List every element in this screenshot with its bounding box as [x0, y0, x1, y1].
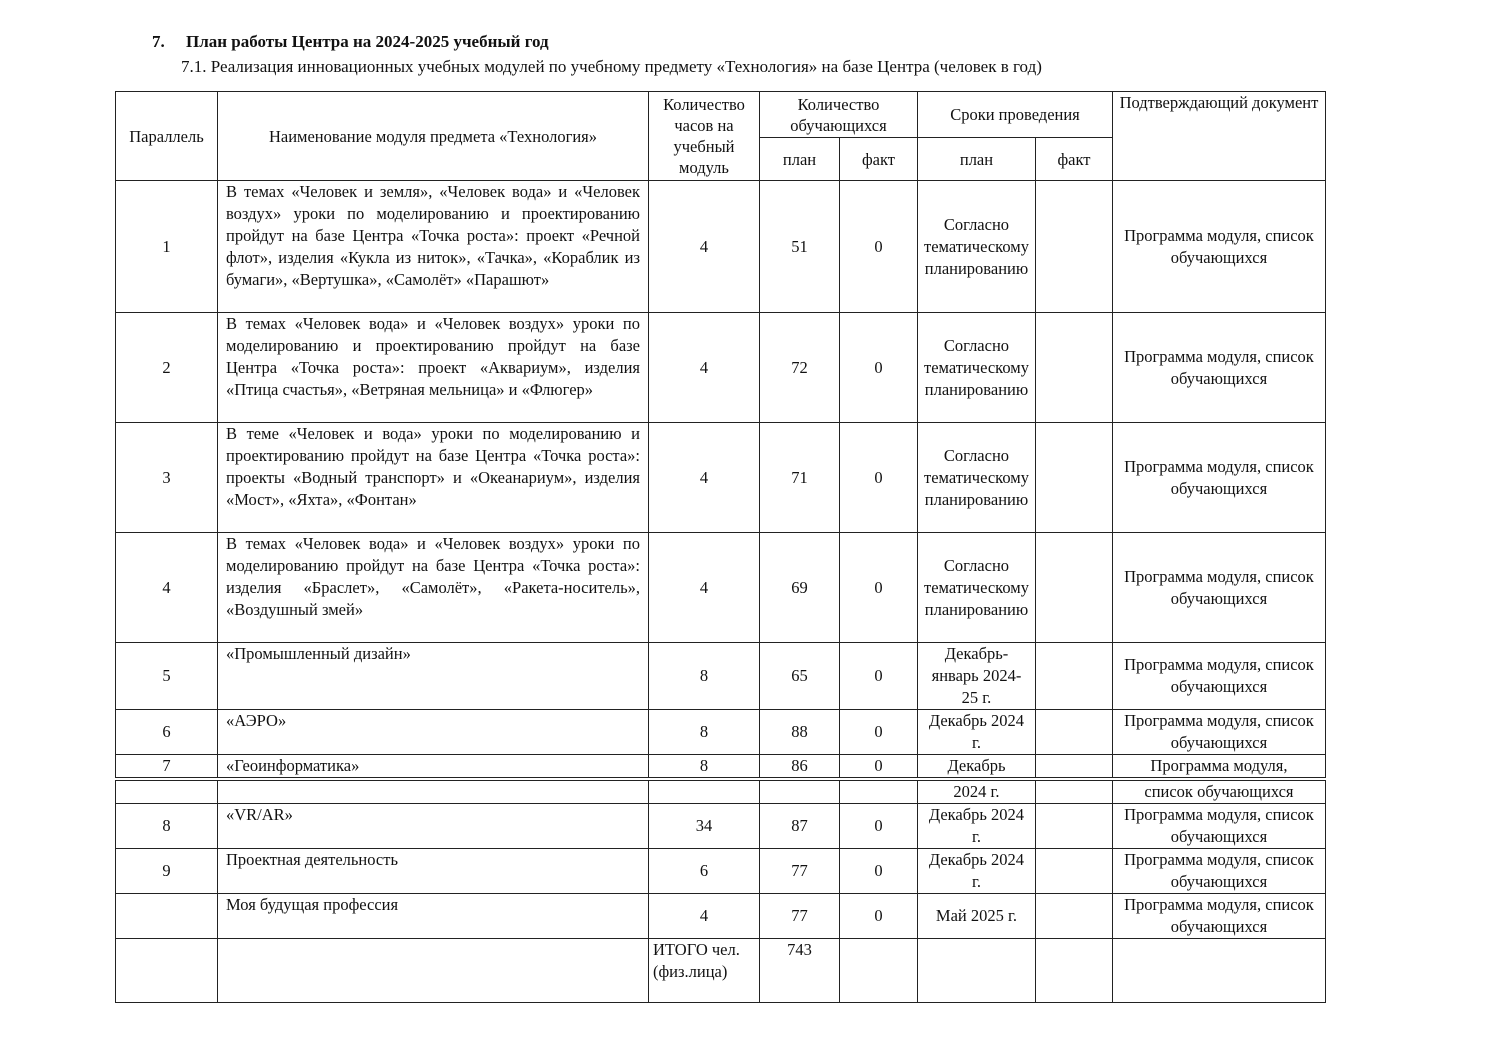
cell-students-fact — [840, 781, 918, 804]
cell-dates-plan: Декабрь 2024 г. — [918, 849, 1036, 894]
cell-dates-fact — [1035, 423, 1112, 533]
cell-students-fact: 0 — [840, 804, 918, 849]
cell-dates-fact — [1035, 849, 1112, 894]
header-document: Подтверждающий документ — [1112, 92, 1325, 181]
cell-dates-plan: Согласно тематическому планированию — [918, 181, 1036, 313]
table-row — [116, 710, 1326, 755]
cell-students-plan: 88 — [760, 710, 840, 755]
cell-students-fact: 0 — [840, 755, 918, 778]
total-students-plan: 743 — [760, 939, 840, 1003]
cell-students-fact: 0 — [840, 849, 918, 894]
cell-module: «Промышленный дизайн» — [218, 643, 649, 710]
cell-students-plan: 51 — [760, 181, 840, 313]
cell-dates-fact — [1035, 181, 1112, 313]
cell-parallel: 1 — [116, 181, 218, 313]
cell-parallel: 6 — [116, 710, 218, 755]
cell-hours: 6 — [649, 849, 760, 894]
cell-dates-plan: Декабрь 2024 г. — [918, 710, 1036, 755]
cell-module: В темах «Человек и земля», «Человек вода» и «Человек воздух» уроки по моделированию и проектированию пройдут на базе Центра «Точка роста»: проект «Речной флот», изделия «Кукла из ниток», «Тачка», «Кораблик из бумаги», «Вертушка», «Самолёт» «Парашют» — [218, 181, 649, 313]
cell-dates-fact — [1035, 643, 1112, 710]
header-module-name: Наименование модуля предмета «Технология» — [218, 92, 649, 181]
cell-dates-plan: Согласно тематическому планированию — [918, 533, 1036, 643]
total-row — [116, 939, 1326, 1003]
cell-dates-plan: Декабрь-январь 2024-25 г. — [918, 643, 1036, 710]
cell-students-plan: 69 — [760, 533, 840, 643]
cell-dates-plan: Декабрь 2024 г. — [918, 804, 1036, 849]
cell-students-plan: 77 — [760, 849, 840, 894]
cell-students-plan: 86 — [760, 755, 840, 778]
header-dates: Сроки проведения — [918, 92, 1113, 138]
cell-parallel: 2 — [116, 313, 218, 423]
cell-document: Программа модуля, список обучающихся — [1112, 533, 1325, 643]
modules-table — [115, 91, 1326, 1003]
header-parallel: Параллель — [116, 92, 218, 181]
cell-parallel: 7 — [116, 755, 218, 778]
cell-document: Программа модуля, список обучающихся — [1112, 894, 1325, 939]
table-row — [116, 894, 1326, 939]
cell-empty — [840, 939, 918, 1003]
cell-hours: 34 — [649, 804, 760, 849]
cell-hours: 4 — [649, 894, 760, 939]
cell-empty — [918, 939, 1036, 1003]
table-row — [116, 423, 1326, 533]
cell-students-plan: 77 — [760, 894, 840, 939]
section-number: 7. — [152, 32, 165, 51]
cell-hours — [649, 781, 760, 804]
cell-parallel: 3 — [116, 423, 218, 533]
cell-dates-fact — [1035, 894, 1112, 939]
header-hours: Количество часов на учебный модуль — [649, 92, 760, 181]
cell-document: Программа модуля, список обучающихся — [1112, 804, 1325, 849]
cell-document: Программа модуля, список обучающихся — [1112, 313, 1325, 423]
cell-students-fact: 0 — [840, 181, 918, 313]
total-label: ИТОГО чел. (физ.лица) — [649, 939, 760, 1003]
section-title: План работы Центра на 2024-2025 учебный год — [186, 32, 549, 51]
cell-module — [218, 781, 649, 804]
cell-students-plan: 72 — [760, 313, 840, 423]
cell-students-fact: 0 — [840, 423, 918, 533]
cell-students-fact: 0 — [840, 710, 918, 755]
cell-students-fact: 0 — [840, 894, 918, 939]
cell-dates-plan: 2024 г. — [918, 781, 1036, 804]
cell-document: Программа модуля, список обучающихся — [1112, 710, 1325, 755]
cell-dates-fact — [1035, 313, 1112, 423]
cell-module: Моя будущая профессия — [218, 894, 649, 939]
cell-parallel: 9 — [116, 849, 218, 894]
cell-module: «АЭРО» — [218, 710, 649, 755]
cell-empty — [1035, 939, 1112, 1003]
table-row — [116, 755, 1326, 778]
table-row — [116, 643, 1326, 710]
cell-document: Программа модуля, список обучающихся — [1112, 423, 1325, 533]
cell-module: В теме «Человек и вода» уроки по моделированию и проектированию пройдут на базе Центра «Точка роста»: проекты «Водный транспорт» и «Океанариум», изделия «Мост», «Яхта», «Фонтан» — [218, 423, 649, 533]
header-students-plan: план — [760, 138, 840, 181]
cell-hours: 8 — [649, 710, 760, 755]
cell-dates-plan: Декабрь — [918, 755, 1036, 778]
table-row — [116, 533, 1326, 643]
cell-module: «VR/AR» — [218, 804, 649, 849]
cell-parallel — [116, 894, 218, 939]
cell-dates-fact — [1035, 533, 1112, 643]
cell-hours: 4 — [649, 181, 760, 313]
cell-empty — [1112, 939, 1325, 1003]
table-row — [116, 781, 1326, 804]
cell-students-plan — [760, 781, 840, 804]
cell-dates-plan: Согласно тематическому планированию — [918, 313, 1036, 423]
cell-hours: 4 — [649, 423, 760, 533]
cell-empty — [218, 939, 649, 1003]
cell-dates-plan: Май 2025 г. — [918, 894, 1036, 939]
cell-students-plan: 71 — [760, 423, 840, 533]
cell-module: В темах «Человек вода» и «Человек воздух» уроки по моделированию пройдут на базе Центра «Точка роста»: изделия «Браслет», «Самолёт», «Ракета-носитель», «Воздушный змей» — [218, 533, 649, 643]
table-row — [116, 804, 1326, 849]
cell-hours: 4 — [649, 313, 760, 423]
header-students-fact: факт — [840, 138, 918, 181]
table-row — [116, 313, 1326, 423]
cell-parallel: 5 — [116, 643, 218, 710]
cell-hours: 8 — [649, 643, 760, 710]
cell-module: Проектная деятельность — [218, 849, 649, 894]
cell-hours: 8 — [649, 755, 760, 778]
cell-parallel: 4 — [116, 533, 218, 643]
cell-parallel — [116, 781, 218, 804]
subsection-title: 7.1. Реализация инновационных учебных модулей по учебному предмету «Технология» на базе Центра (человек в год) — [181, 57, 1042, 76]
header-students: Количество обучающихся — [760, 92, 918, 138]
cell-hours: 4 — [649, 533, 760, 643]
cell-document: Программа модуля, список обучающихся — [1112, 181, 1325, 313]
cell-empty — [116, 939, 218, 1003]
cell-dates-fact — [1035, 804, 1112, 849]
cell-students-fact: 0 — [840, 533, 918, 643]
cell-document: Программа модуля, список обучающихся — [1112, 849, 1325, 894]
cell-students-plan: 87 — [760, 804, 840, 849]
cell-module: «Геоинформатика» — [218, 755, 649, 778]
header-dates-plan: план — [918, 138, 1036, 181]
cell-document: список обучающихся — [1112, 781, 1325, 804]
cell-module: В темах «Человек вода» и «Человек воздух» уроки по моделированию и проектированию пройдут на базе Центра «Точка роста»: проект «Аквариум», изделия «Птица счастья», «Ветряная мельница» и «Флюгер» — [218, 313, 649, 423]
cell-document: Программа модуля, — [1112, 755, 1325, 778]
table-row — [116, 849, 1326, 894]
header-dates-fact: факт — [1035, 138, 1112, 181]
cell-document: Программа модуля, список обучающихся — [1112, 643, 1325, 710]
table-row — [116, 181, 1326, 313]
cell-dates-fact — [1035, 755, 1112, 778]
section-heading — [152, 32, 549, 52]
cell-dates-plan: Согласно тематическому планированию — [918, 423, 1036, 533]
cell-students-plan: 65 — [760, 643, 840, 710]
cell-parallel: 8 — [116, 804, 218, 849]
cell-dates-fact — [1035, 710, 1112, 755]
cell-students-fact: 0 — [840, 313, 918, 423]
cell-students-fact: 0 — [840, 643, 918, 710]
cell-dates-fact — [1035, 781, 1112, 804]
